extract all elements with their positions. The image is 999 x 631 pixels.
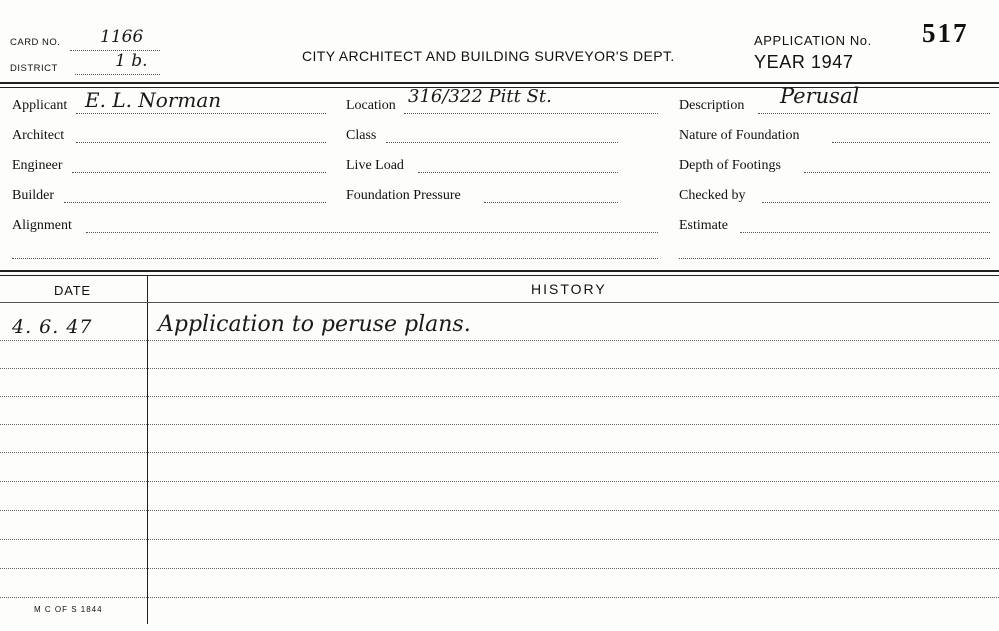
builder-line (64, 202, 326, 203)
live-load-line (418, 172, 618, 173)
history-rule-bottom (0, 275, 999, 276)
district-line (75, 74, 160, 75)
ruled-line (0, 481, 999, 482)
ruled-line (0, 510, 999, 511)
ruled-line (0, 452, 999, 453)
district-value: 1 b. (115, 51, 148, 71)
engineer-label: Engineer (12, 158, 63, 173)
alignment-label: Alignment (12, 218, 72, 233)
ruled-line (0, 368, 999, 369)
architect-label: Architect (12, 128, 65, 143)
history-row-date: 4. 6. 47 (12, 316, 93, 338)
description-line (758, 113, 990, 114)
blank-line-left (12, 258, 658, 259)
year-label: YEAR 1947 (754, 52, 854, 72)
applicant-value: E. L. Norman (85, 88, 222, 112)
history-rule-top (0, 270, 999, 272)
table-header-rule (0, 302, 999, 303)
history-row-entry: Application to peruse plans. (158, 312, 471, 337)
depth-of-footings-label: Depth of Footings (679, 158, 781, 173)
description-label: Description (679, 98, 745, 113)
depth-of-footings-line (804, 172, 990, 173)
nature-of-foundation-label: Nature of Foundation (679, 128, 800, 143)
location-line (404, 113, 658, 114)
checked-by-label: Checked by (679, 188, 746, 203)
form-code: M C OF S 1844 (34, 605, 103, 614)
card-no-label: CARD NO. (10, 37, 61, 48)
description-value: Perusal (780, 84, 860, 108)
ruled-line (0, 597, 999, 598)
nature-of-foundation-line (832, 142, 990, 143)
applicant-line (76, 113, 326, 114)
blank-line-right (679, 258, 990, 259)
location-label: Location (346, 98, 396, 113)
engineer-line (72, 172, 326, 173)
application-label: APPLICATION No. (754, 33, 872, 48)
applicant-label: Applicant (12, 98, 68, 113)
date-column-divider (147, 276, 148, 624)
builder-label: Builder (12, 188, 54, 203)
history-header: HISTORY (531, 281, 607, 297)
class-label: Class (346, 128, 377, 143)
architect-line (76, 142, 326, 143)
ruled-line (0, 340, 999, 341)
district-label: DISTRICT (10, 63, 58, 74)
class-line (386, 142, 618, 143)
card-no-value: 1166 (100, 27, 144, 47)
estimate-line (740, 232, 990, 233)
live-load-label: Live Load (346, 158, 404, 173)
ruled-line (0, 568, 999, 569)
estimate-label: Estimate (679, 218, 728, 233)
dept-title: CITY ARCHITECT AND BUILDING SURVEYOR'S DEPT. (302, 48, 675, 64)
alignment-line (86, 232, 658, 233)
foundation-pressure-label: Foundation Pressure (346, 188, 461, 203)
ruled-line (0, 539, 999, 540)
ruled-line (0, 396, 999, 397)
checked-by-line (762, 202, 990, 203)
foundation-pressure-line (484, 202, 618, 203)
date-header: DATE (54, 283, 91, 298)
application-number: 517 (922, 18, 969, 48)
ruled-line (0, 424, 999, 425)
location-value: 316/322 Pitt St. (408, 86, 552, 107)
